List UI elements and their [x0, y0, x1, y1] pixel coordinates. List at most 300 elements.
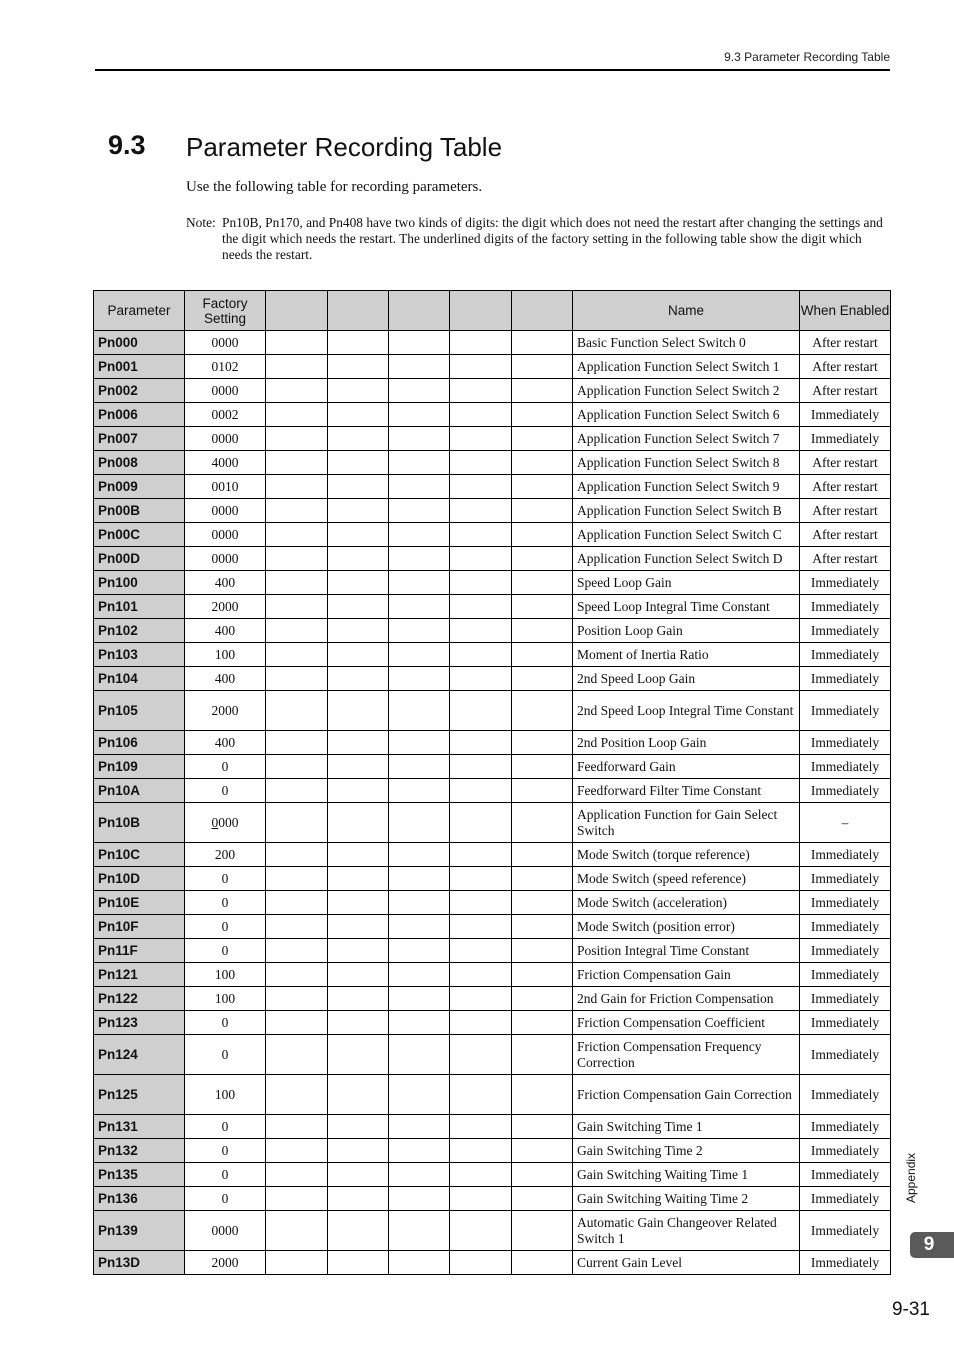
recording-blank-cell: [266, 691, 328, 731]
recording-blank-cell: [512, 667, 573, 691]
recording-blank-cell: [450, 803, 512, 843]
when-enabled-cell: After restart: [800, 475, 891, 499]
factory-setting-cell: 200: [185, 843, 266, 867]
recording-blank-cell: [266, 355, 328, 379]
recording-blank-cell: [512, 1075, 573, 1115]
recording-blank-cell: [328, 547, 389, 571]
when-enabled-cell: Immediately: [800, 1251, 891, 1275]
when-enabled-cell: After restart: [800, 355, 891, 379]
recording-blank-cell: [512, 1251, 573, 1275]
when-enabled-cell: Immediately: [800, 1011, 891, 1035]
recording-blank-cell: [328, 1163, 389, 1187]
recording-blank-cell: [450, 1075, 512, 1115]
recording-blank-cell: [266, 1251, 328, 1275]
recording-blank-cell: [389, 755, 450, 779]
recording-blank-cell: [512, 939, 573, 963]
name-cell: 2nd Speed Loop Integral Time Constant: [573, 691, 800, 731]
recording-blank-cell: [512, 331, 573, 355]
factory-setting-cell: 0: [185, 1163, 266, 1187]
factory-setting-cell: 400: [185, 667, 266, 691]
when-enabled-cell: Immediately: [800, 963, 891, 987]
name-cell: Feedforward Filter Time Constant: [573, 779, 800, 803]
header-blank-4: [450, 291, 512, 331]
recording-blank-cell: [266, 571, 328, 595]
recording-blank-cell: [450, 595, 512, 619]
recording-blank-cell: [450, 1035, 512, 1075]
parameter-cell: Pn00C: [94, 523, 185, 547]
recording-blank-cell: [328, 643, 389, 667]
factory-setting-cell: 2000: [185, 691, 266, 731]
when-enabled-cell: Immediately: [800, 1075, 891, 1115]
recording-blank-cell: [328, 963, 389, 987]
header-when-enabled: When Enabled: [800, 291, 891, 331]
table-row: [94, 731, 891, 755]
recording-blank-cell: [266, 1163, 328, 1187]
note-text: Pn10B, Pn170, and Pn408 have two kinds of digits: the digit which does not need the restart after changing the settings and the digit which needs the restart. The underlined digits of the factory setting in the following table show the digit which needs the restart.: [222, 215, 883, 262]
recording-blank-cell: [328, 379, 389, 403]
recording-blank-cell: [266, 475, 328, 499]
factory-setting-cell: 0000: [185, 379, 266, 403]
recording-blank-cell: [512, 1211, 573, 1251]
table-row: [94, 803, 891, 843]
factory-setting-remaining-digits: 000: [218, 814, 239, 830]
name-cell: Friction Compensation Coefficient: [573, 1011, 800, 1035]
recording-blank-cell: [328, 755, 389, 779]
table-row: [94, 1187, 891, 1211]
recording-blank-cell: [512, 779, 573, 803]
parameter-cell: Pn10F: [94, 915, 185, 939]
recording-blank-cell: [450, 355, 512, 379]
when-enabled-cell: Immediately: [800, 779, 891, 803]
when-enabled-cell: Immediately: [800, 595, 891, 619]
factory-setting-cell: 400: [185, 619, 266, 643]
header-factory-setting: Factory Setting: [185, 291, 266, 331]
table-row: [94, 867, 891, 891]
parameter-cell: Pn000: [94, 331, 185, 355]
factory-setting-cell: 0: [185, 1187, 266, 1211]
recording-blank-cell: [450, 475, 512, 499]
recording-blank-cell: [512, 963, 573, 987]
name-cell: Application Function Select Switch 9: [573, 475, 800, 499]
table-row: [94, 355, 891, 379]
recording-blank-cell: [266, 915, 328, 939]
parameter-cell: Pn00D: [94, 547, 185, 571]
factory-setting-cell: 0000: [185, 499, 266, 523]
recording-blank-cell: [450, 403, 512, 427]
recording-blank-cell: [328, 803, 389, 843]
name-cell: Application Function Select Switch 2: [573, 379, 800, 403]
factory-setting-cell: 2000: [185, 595, 266, 619]
when-enabled-cell: After restart: [800, 379, 891, 403]
recording-blank-cell: [512, 987, 573, 1011]
recording-blank-cell: [266, 547, 328, 571]
factory-setting-cell: 0: [185, 939, 266, 963]
name-cell: Application Function Select Switch 6: [573, 403, 800, 427]
when-enabled-cell: Immediately: [800, 1187, 891, 1211]
name-cell: Gain Switching Time 2: [573, 1139, 800, 1163]
factory-setting-cell: 0: [185, 891, 266, 915]
parameter-cell: Pn13D: [94, 1251, 185, 1275]
when-enabled-cell: Immediately: [800, 1163, 891, 1187]
note: [186, 215, 890, 263]
recording-blank-cell: [328, 475, 389, 499]
name-cell: Feedforward Gain: [573, 755, 800, 779]
header-blank-5: [512, 291, 573, 331]
parameter-cell: Pn124: [94, 1035, 185, 1075]
name-cell: Application Function Select Switch 8: [573, 451, 800, 475]
recording-blank-cell: [266, 1187, 328, 1211]
recording-blank-cell: [512, 1163, 573, 1187]
recording-blank-cell: [328, 1211, 389, 1251]
recording-blank-cell: [450, 547, 512, 571]
when-enabled-cell: Immediately: [800, 867, 891, 891]
factory-setting-cell: 400: [185, 571, 266, 595]
when-enabled-cell: Immediately: [800, 427, 891, 451]
factory-setting-cell: 0: [185, 1011, 266, 1035]
factory-setting-cell: 0000: [185, 331, 266, 355]
recording-blank-cell: [389, 1251, 450, 1275]
recording-blank-cell: [512, 891, 573, 915]
name-cell: Speed Loop Gain: [573, 571, 800, 595]
recording-blank-cell: [450, 619, 512, 643]
recording-blank-cell: [512, 1035, 573, 1075]
recording-blank-cell: [450, 891, 512, 915]
table-row: [94, 403, 891, 427]
recording-blank-cell: [266, 1075, 328, 1115]
recording-blank-cell: [512, 475, 573, 499]
when-enabled-cell: Immediately: [800, 987, 891, 1011]
name-cell: Application Function Select Switch 1: [573, 355, 800, 379]
table-row: [94, 451, 891, 475]
name-cell: Application Function Select Switch C: [573, 523, 800, 547]
factory-setting-cell: 100: [185, 1075, 266, 1115]
recording-blank-cell: [512, 403, 573, 427]
recording-blank-cell: [512, 379, 573, 403]
name-cell: 2nd Position Loop Gain: [573, 731, 800, 755]
when-enabled-cell: After restart: [800, 451, 891, 475]
recording-blank-cell: [266, 891, 328, 915]
factory-setting-cell: 0: [185, 1139, 266, 1163]
recording-blank-cell: [450, 779, 512, 803]
recording-blank-cell: [450, 1011, 512, 1035]
factory-setting-cell: 0102: [185, 355, 266, 379]
recording-blank-cell: [328, 451, 389, 475]
recording-blank-cell: [512, 1011, 573, 1035]
recording-blank-cell: [389, 1163, 450, 1187]
parameter-cell: Pn008: [94, 451, 185, 475]
factory-setting-cell: 100: [185, 987, 266, 1011]
recording-blank-cell: [266, 963, 328, 987]
recording-blank-cell: [266, 523, 328, 547]
recording-blank-cell: [512, 547, 573, 571]
recording-blank-cell: [266, 987, 328, 1011]
name-cell: Mode Switch (position error): [573, 915, 800, 939]
parameter-cell: Pn135: [94, 1163, 185, 1187]
factory-setting-cell: [185, 803, 266, 843]
factory-setting-cell: 0000: [185, 427, 266, 451]
recording-blank-cell: [450, 1251, 512, 1275]
recording-blank-cell: [512, 595, 573, 619]
table-row: [94, 595, 891, 619]
when-enabled-cell: Immediately: [800, 571, 891, 595]
table-row: [94, 331, 891, 355]
table-row: [94, 987, 891, 1011]
factory-setting-cell: 0: [185, 1035, 266, 1075]
recording-blank-cell: [389, 547, 450, 571]
factory-setting-cell: 2000: [185, 1251, 266, 1275]
recording-blank-cell: [512, 691, 573, 731]
recording-blank-cell: [389, 355, 450, 379]
parameter-cell: Pn10A: [94, 779, 185, 803]
recording-blank-cell: [389, 915, 450, 939]
recording-blank-cell: [389, 403, 450, 427]
recording-blank-cell: [512, 731, 573, 755]
recording-blank-cell: [328, 667, 389, 691]
when-enabled-cell: Immediately: [800, 643, 891, 667]
recording-blank-cell: [266, 843, 328, 867]
recording-blank-cell: [512, 755, 573, 779]
when-enabled-cell: Immediately: [800, 403, 891, 427]
table-row: [94, 427, 891, 451]
when-enabled-cell: Immediately: [800, 939, 891, 963]
when-enabled-cell: Immediately: [800, 691, 891, 731]
header-blank-1: [266, 291, 328, 331]
table-row: [94, 1115, 891, 1139]
recording-blank-cell: [512, 1139, 573, 1163]
recording-blank-cell: [389, 1011, 450, 1035]
page-number: 9-31: [891, 1299, 930, 1320]
header-parameter: Parameter: [94, 291, 185, 331]
recording-blank-cell: [328, 731, 389, 755]
recording-blank-cell: [389, 451, 450, 475]
name-cell: Position Loop Gain: [573, 619, 800, 643]
name-cell: Application Function Select Switch B: [573, 499, 800, 523]
parameter-cell: Pn101: [94, 595, 185, 619]
factory-setting-cell: 0000: [185, 523, 266, 547]
recording-blank-cell: [328, 891, 389, 915]
recording-blank-cell: [512, 571, 573, 595]
table-row: [94, 523, 891, 547]
recording-blank-cell: [450, 939, 512, 963]
name-cell: Current Gain Level: [573, 1251, 800, 1275]
table-row: [94, 691, 891, 731]
factory-setting-cell: 0010: [185, 475, 266, 499]
running-header: 9.3 Parameter Recording Table: [724, 50, 890, 64]
table-row: [94, 667, 891, 691]
table-row: [94, 1211, 891, 1251]
parameter-cell: Pn105: [94, 691, 185, 731]
recording-blank-cell: [328, 499, 389, 523]
recording-blank-cell: [328, 843, 389, 867]
parameter-cell: Pn100: [94, 571, 185, 595]
recording-blank-cell: [450, 427, 512, 451]
recording-blank-cell: [328, 691, 389, 731]
when-enabled-cell: Immediately: [800, 667, 891, 691]
recording-blank-cell: [512, 427, 573, 451]
note-label: Note:: [186, 215, 216, 230]
name-cell: Friction Compensation Gain: [573, 963, 800, 987]
table-row: [94, 963, 891, 987]
recording-blank-cell: [266, 403, 328, 427]
recording-blank-cell: [266, 331, 328, 355]
parameter-cell: Pn121: [94, 963, 185, 987]
parameter-table: [93, 290, 891, 1275]
parameter-cell: Pn006: [94, 403, 185, 427]
recording-blank-cell: [328, 939, 389, 963]
parameter-cell: Pn136: [94, 1187, 185, 1211]
intro-text: Use the following table for recording parameters.: [186, 179, 483, 195]
factory-setting-underlined-digit: 0: [211, 814, 219, 830]
name-cell: Mode Switch (speed reference): [573, 867, 800, 891]
table-row: [94, 1035, 891, 1075]
name-cell: Friction Compensation Frequency Correction: [573, 1035, 800, 1075]
factory-setting-cell: 4000: [185, 451, 266, 475]
recording-blank-cell: [389, 987, 450, 1011]
name-cell: Moment of Inertia Ratio: [573, 643, 800, 667]
recording-blank-cell: [328, 915, 389, 939]
parameter-cell: Pn131: [94, 1115, 185, 1139]
recording-blank-cell: [512, 619, 573, 643]
factory-setting-cell: 0: [185, 1115, 266, 1139]
recording-blank-cell: [389, 667, 450, 691]
recording-blank-cell: [266, 1035, 328, 1075]
name-cell: Basic Function Select Switch 0: [573, 331, 800, 355]
table-row: [94, 843, 891, 867]
recording-blank-cell: [450, 523, 512, 547]
recording-blank-cell: [328, 779, 389, 803]
parameter-cell: Pn104: [94, 667, 185, 691]
recording-blank-cell: [328, 427, 389, 451]
table-row: [94, 915, 891, 939]
recording-blank-cell: [512, 643, 573, 667]
recording-blank-cell: [389, 1075, 450, 1115]
recording-blank-cell: [328, 331, 389, 355]
recording-blank-cell: [389, 571, 450, 595]
recording-blank-cell: [512, 1115, 573, 1139]
recording-blank-cell: [450, 691, 512, 731]
factory-setting-cell: 0: [185, 779, 266, 803]
recording-blank-cell: [512, 499, 573, 523]
header-blank-3: [389, 291, 450, 331]
recording-blank-cell: [328, 595, 389, 619]
recording-blank-cell: [328, 355, 389, 379]
recording-blank-cell: [389, 331, 450, 355]
recording-blank-cell: [389, 803, 450, 843]
recording-blank-cell: [328, 1075, 389, 1115]
table-row: [94, 1251, 891, 1275]
name-cell: Position Integral Time Constant: [573, 939, 800, 963]
factory-setting-cell: 0: [185, 915, 266, 939]
recording-blank-cell: [389, 1139, 450, 1163]
when-enabled-cell: Immediately: [800, 755, 891, 779]
name-cell: Application Function Select Switch 7: [573, 427, 800, 451]
recording-blank-cell: [450, 571, 512, 595]
name-cell: 2nd Speed Loop Gain: [573, 667, 800, 691]
table-row: [94, 1011, 891, 1035]
recording-blank-cell: [389, 843, 450, 867]
recording-blank-cell: [266, 619, 328, 643]
recording-blank-cell: [389, 475, 450, 499]
recording-blank-cell: [512, 843, 573, 867]
table-row: [94, 571, 891, 595]
recording-blank-cell: [450, 987, 512, 1011]
recording-blank-cell: [328, 987, 389, 1011]
when-enabled-cell: Immediately: [800, 915, 891, 939]
table-row: [94, 891, 891, 915]
section-number: 9.3: [108, 130, 146, 160]
recording-blank-cell: [389, 867, 450, 891]
table-row: [94, 379, 891, 403]
recording-blank-cell: [450, 755, 512, 779]
recording-blank-cell: [512, 867, 573, 891]
recording-blank-cell: [328, 523, 389, 547]
table-row: [94, 755, 891, 779]
when-enabled-cell: Immediately: [800, 843, 891, 867]
name-cell: Mode Switch (torque reference): [573, 843, 800, 867]
parameter-cell: Pn10D: [94, 867, 185, 891]
recording-blank-cell: [512, 355, 573, 379]
parameter-cell: Pn001: [94, 355, 185, 379]
when-enabled-cell: Immediately: [800, 1139, 891, 1163]
header-name: Name: [573, 291, 800, 331]
recording-blank-cell: [389, 939, 450, 963]
recording-blank-cell: [266, 803, 328, 843]
recording-blank-cell: [450, 451, 512, 475]
recording-blank-cell: [389, 779, 450, 803]
recording-blank-cell: [266, 1211, 328, 1251]
header-blank-2: [328, 291, 389, 331]
recording-blank-cell: [266, 595, 328, 619]
recording-blank-cell: [266, 867, 328, 891]
parameter-cell: Pn10B: [94, 803, 185, 843]
table-row: [94, 939, 891, 963]
parameter-cell: Pn123: [94, 1011, 185, 1035]
factory-setting-cell: 0: [185, 755, 266, 779]
recording-blank-cell: [266, 939, 328, 963]
recording-blank-cell: [389, 963, 450, 987]
recording-blank-cell: [389, 1035, 450, 1075]
parameter-cell: Pn102: [94, 619, 185, 643]
name-cell: Application Function Select Switch D: [573, 547, 800, 571]
recording-blank-cell: [266, 379, 328, 403]
parameter-cell: Pn125: [94, 1075, 185, 1115]
recording-blank-cell: [328, 1139, 389, 1163]
recording-blank-cell: [450, 915, 512, 939]
parameter-cell: Pn00B: [94, 499, 185, 523]
name-cell: Gain Switching Time 1: [573, 1115, 800, 1139]
recording-blank-cell: [266, 755, 328, 779]
recording-blank-cell: [266, 1139, 328, 1163]
when-enabled-cell: After restart: [800, 523, 891, 547]
recording-blank-cell: [450, 1187, 512, 1211]
recording-blank-cell: [450, 499, 512, 523]
name-cell: Automatic Gain Changeover Related Switch 1: [573, 1211, 800, 1251]
name-cell: Mode Switch (acceleration): [573, 891, 800, 915]
recording-blank-cell: [450, 843, 512, 867]
factory-setting-cell: 100: [185, 963, 266, 987]
table-row: [94, 475, 891, 499]
recording-blank-cell: [389, 523, 450, 547]
recording-blank-cell: [266, 499, 328, 523]
name-cell: 2nd Gain for Friction Compensation: [573, 987, 800, 1011]
recording-blank-cell: [450, 963, 512, 987]
recording-blank-cell: [266, 427, 328, 451]
when-enabled-cell: Immediately: [800, 1115, 891, 1139]
recording-blank-cell: [389, 379, 450, 403]
recording-blank-cell: [389, 1187, 450, 1211]
chapter-tab: 9: [910, 1232, 954, 1258]
parameter-cell: Pn109: [94, 755, 185, 779]
